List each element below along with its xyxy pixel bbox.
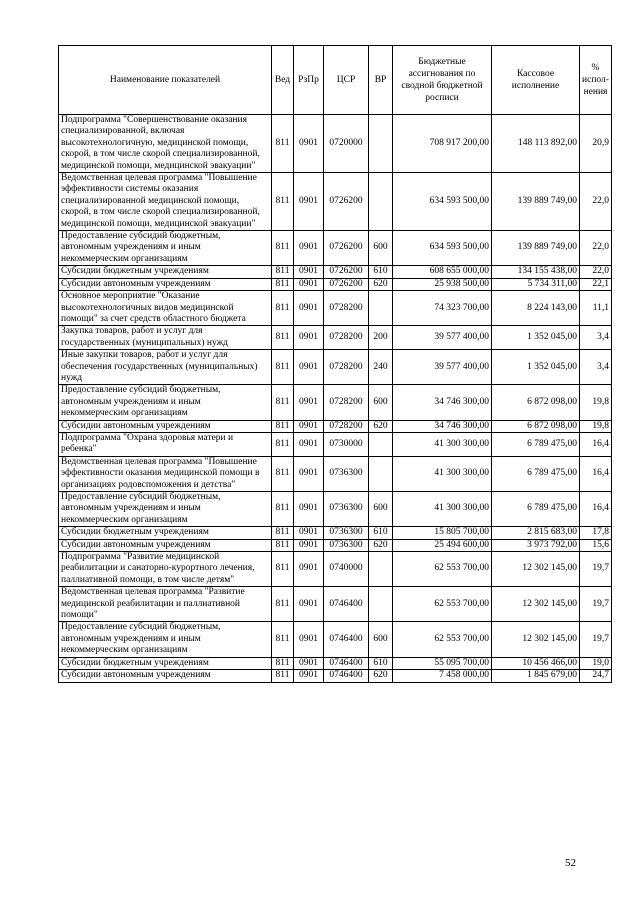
- header-budget: Бюджетные ассигнования по сводной бюджетной росписи: [393, 46, 492, 115]
- row-cash: 8 224 143,00: [492, 291, 580, 326]
- row-pct: 15,6: [580, 539, 612, 551]
- row-csr: 0746400: [324, 587, 369, 622]
- row-csr: 0728200: [324, 291, 369, 326]
- row-pct: 16,4: [580, 432, 612, 456]
- row-rzpr: 0901: [294, 115, 324, 173]
- row-budget: 41 300 300,00: [393, 456, 492, 491]
- row-cash: 1 352 045,00: [492, 326, 580, 350]
- row-csr: 0746400: [324, 657, 369, 669]
- row-cash: 148 113 892,00: [492, 115, 580, 173]
- table-row: [59, 115, 612, 173]
- row-rzpr: 0901: [294, 231, 324, 266]
- row-name: Субсидии автономным учреждениям: [59, 278, 272, 290]
- row-rzpr: 0901: [294, 420, 324, 432]
- row-name: Субсидии бюджетным учреждениям: [59, 527, 272, 539]
- row-cash: 6 789 475,00: [492, 432, 580, 456]
- table-row: [59, 587, 612, 622]
- row-pct: 17,8: [580, 527, 612, 539]
- table-row: [59, 657, 612, 669]
- row-vr: 600: [369, 231, 393, 266]
- row-csr: 0726200: [324, 231, 369, 266]
- table-row: [59, 552, 612, 587]
- row-pct: 22,0: [580, 173, 612, 231]
- table-row: [59, 622, 612, 657]
- row-rzpr: 0901: [294, 539, 324, 551]
- row-csr: 0736300: [324, 456, 369, 491]
- row-rzpr: 0901: [294, 266, 324, 278]
- row-cash: 12 302 145,00: [492, 552, 580, 587]
- row-rzpr: 0901: [294, 527, 324, 539]
- row-csr: 0730000: [324, 432, 369, 456]
- table-row: [59, 456, 612, 491]
- row-ved: 811: [272, 326, 294, 350]
- row-name: Предоставление субсидий бюджетным, автономным учреждениям и иным некоммерческим организациям: [59, 231, 272, 266]
- row-budget: 25 494 600,00: [393, 539, 492, 551]
- row-budget: 708 917 200,00: [393, 115, 492, 173]
- row-pct: 20,9: [580, 115, 612, 173]
- row-cash: 6 789 475,00: [492, 492, 580, 527]
- row-rzpr: 0901: [294, 173, 324, 231]
- row-name: Ведомственная целевая программа "Повышение эффективности оказания медицинской помощи в организациях родовспоможения и детства": [59, 456, 272, 491]
- row-ved: 811: [272, 670, 294, 682]
- row-budget: 7 458 000,00: [393, 670, 492, 682]
- row-budget: 634 593 500,00: [393, 231, 492, 266]
- row-name: Ведомственная целевая программа "Повышение эффективности системы оказания специализированной медицинской помощи, скорой, в том числе скорой специализированной, медицинской помощи, медицинской эвакуации": [59, 173, 272, 231]
- row-cash: 139 889 749,00: [492, 231, 580, 266]
- table-row: [59, 492, 612, 527]
- row-name: Предоставление субсидий бюджетным, автономным учреждениям и иным некоммерческим организациям: [59, 622, 272, 657]
- row-pct: 16,4: [580, 492, 612, 527]
- row-pct: 19,8: [580, 385, 612, 420]
- row-rzpr: 0901: [294, 657, 324, 669]
- row-cash: 6 789 475,00: [492, 456, 580, 491]
- row-ved: 811: [272, 173, 294, 231]
- table-row: [59, 420, 612, 432]
- row-name: Подпрограмма "Охрана здоровья матери и ребенка": [59, 432, 272, 456]
- row-ved: 811: [272, 291, 294, 326]
- row-cash: 2 815 683,00: [492, 527, 580, 539]
- row-budget: 62 553 700,00: [393, 587, 492, 622]
- row-pct: 16,4: [580, 456, 612, 491]
- row-csr: 0746400: [324, 622, 369, 657]
- table-row: [59, 385, 612, 420]
- row-pct: 19,7: [580, 587, 612, 622]
- row-csr: 0720000: [324, 115, 369, 173]
- row-pct: 3,4: [580, 326, 612, 350]
- row-pct: 3,4: [580, 350, 612, 385]
- row-vr: 620: [369, 670, 393, 682]
- row-cash: 10 456 466,00: [492, 657, 580, 669]
- row-cash: 3 973 792,00: [492, 539, 580, 551]
- table-body: [59, 115, 612, 683]
- row-budget: 634 593 500,00: [393, 173, 492, 231]
- table-row: [59, 173, 612, 231]
- row-budget: 15 805 700,00: [393, 527, 492, 539]
- row-ved: 811: [272, 657, 294, 669]
- row-csr: 0726200: [324, 173, 369, 231]
- table-row: [59, 432, 612, 456]
- row-cash: 12 302 145,00: [492, 587, 580, 622]
- row-name: Подпрограмма "Совершенствование оказания специализированной, включая высокотехнологичную, медицинской помощи, скорой, в том числе скорой специализированной, медицинской помощи, медицинской эвакуации": [59, 115, 272, 173]
- row-ved: 811: [272, 622, 294, 657]
- row-ved: 811: [272, 385, 294, 420]
- row-ved: 811: [272, 231, 294, 266]
- row-ved: 811: [272, 420, 294, 432]
- header-pct: % испол-нения: [580, 46, 612, 115]
- row-pct: 22,0: [580, 266, 612, 278]
- row-rzpr: 0901: [294, 492, 324, 527]
- row-vr: 600: [369, 492, 393, 527]
- row-budget: 55 095 700,00: [393, 657, 492, 669]
- row-rzpr: 0901: [294, 456, 324, 491]
- row-pct: 19,8: [580, 420, 612, 432]
- row-budget: 62 553 700,00: [393, 552, 492, 587]
- row-vr: 620: [369, 278, 393, 290]
- row-pct: 24,7: [580, 670, 612, 682]
- row-ved: 811: [272, 432, 294, 456]
- row-cash: 1 352 045,00: [492, 350, 580, 385]
- row-name: Ведомственная целевая программа "Развитие медицинской реабилитации и паллиативной помощи": [59, 587, 272, 622]
- table-row: [59, 670, 612, 682]
- row-cash: 1 845 679,00: [492, 670, 580, 682]
- table-row: [59, 291, 612, 326]
- row-csr: 0728200: [324, 326, 369, 350]
- row-vr: 600: [369, 622, 393, 657]
- row-pct: 22,0: [580, 231, 612, 266]
- row-csr: 0728200: [324, 385, 369, 420]
- row-name: Основное мероприятие "Оказание высокотехнологичных видов медицинской помощи" за счет средств областного бюджета: [59, 291, 272, 326]
- row-budget: 39 577 400,00: [393, 350, 492, 385]
- row-pct: 11,1: [580, 291, 612, 326]
- table-row: [59, 278, 612, 290]
- row-ved: 811: [272, 492, 294, 527]
- row-name: Субсидии бюджетным учреждениям: [59, 266, 272, 278]
- page-number: 52: [565, 857, 576, 869]
- row-pct: 19,7: [580, 622, 612, 657]
- row-csr: 0740000: [324, 552, 369, 587]
- row-pct: 22,1: [580, 278, 612, 290]
- table-row: [59, 231, 612, 266]
- row-rzpr: 0901: [294, 385, 324, 420]
- header-ved: Вед: [272, 46, 294, 115]
- row-budget: 62 553 700,00: [393, 622, 492, 657]
- header-csr: ЦСР: [324, 46, 369, 115]
- row-ved: 811: [272, 552, 294, 587]
- header-vr: ВР: [369, 46, 393, 115]
- row-ved: 811: [272, 456, 294, 491]
- row-ved: 811: [272, 539, 294, 551]
- row-vr: 610: [369, 266, 393, 278]
- row-csr: 0728200: [324, 420, 369, 432]
- row-csr: 0736300: [324, 492, 369, 527]
- row-ved: 811: [272, 266, 294, 278]
- table-header-row: [59, 46, 612, 115]
- table-row: [59, 266, 612, 278]
- row-budget: 34 746 300,00: [393, 385, 492, 420]
- row-vr: [369, 552, 393, 587]
- row-vr: [369, 173, 393, 231]
- row-name: Субсидии автономным учреждениям: [59, 420, 272, 432]
- row-cash: 5 734 311,00: [492, 278, 580, 290]
- row-name: Субсидии бюджетным учреждениям: [59, 657, 272, 669]
- row-cash: 6 872 098,00: [492, 420, 580, 432]
- row-vr: 610: [369, 657, 393, 669]
- row-ved: 811: [272, 587, 294, 622]
- row-name: Субсидии автономным учреждениям: [59, 670, 272, 682]
- row-budget: 41 300 300,00: [393, 492, 492, 527]
- row-rzpr: 0901: [294, 670, 324, 682]
- row-csr: 0736300: [324, 527, 369, 539]
- row-vr: 600: [369, 385, 393, 420]
- table-row: [59, 350, 612, 385]
- row-budget: 34 746 300,00: [393, 420, 492, 432]
- row-budget: 39 577 400,00: [393, 326, 492, 350]
- row-budget: 25 938 500,00: [393, 278, 492, 290]
- row-name: Предоставление субсидий бюджетным, автономным учреждениям и иным некоммерческим организациям: [59, 385, 272, 420]
- header-cash: Кассовое исполнение: [492, 46, 580, 115]
- row-budget: 41 300 300,00: [393, 432, 492, 456]
- row-rzpr: 0901: [294, 350, 324, 385]
- table-row: [59, 326, 612, 350]
- row-vr: [369, 432, 393, 456]
- row-budget: 608 655 000,00: [393, 266, 492, 278]
- row-name: Предоставление субсидий бюджетным, автономным учреждениям и иным некоммерческим организациям: [59, 492, 272, 527]
- row-rzpr: 0901: [294, 278, 324, 290]
- row-vr: 240: [369, 350, 393, 385]
- row-csr: 0726200: [324, 278, 369, 290]
- row-csr: 0746400: [324, 670, 369, 682]
- row-cash: 12 302 145,00: [492, 622, 580, 657]
- budget-execution-table: [58, 45, 612, 683]
- row-csr: 0736300: [324, 539, 369, 551]
- row-pct: 19,7: [580, 552, 612, 587]
- row-vr: 620: [369, 539, 393, 551]
- row-ved: 811: [272, 278, 294, 290]
- row-rzpr: 0901: [294, 326, 324, 350]
- row-cash: 139 889 749,00: [492, 173, 580, 231]
- row-pct: 19,0: [580, 657, 612, 669]
- row-rzpr: 0901: [294, 432, 324, 456]
- header-name: Наименование показателей: [59, 46, 272, 115]
- row-rzpr: 0901: [294, 552, 324, 587]
- row-ved: 811: [272, 527, 294, 539]
- row-name: Иные закупки товаров, работ и услуг для обеспечения государственных (муниципальных) нужд: [59, 350, 272, 385]
- row-vr: [369, 587, 393, 622]
- row-vr: [369, 115, 393, 173]
- row-vr: 610: [369, 527, 393, 539]
- row-name: Субсидии автономным учреждениям: [59, 539, 272, 551]
- row-rzpr: 0901: [294, 587, 324, 622]
- row-vr: 620: [369, 420, 393, 432]
- table-row: [59, 527, 612, 539]
- row-ved: 811: [272, 350, 294, 385]
- row-rzpr: 0901: [294, 291, 324, 326]
- row-csr: 0728200: [324, 350, 369, 385]
- row-cash: 134 155 438,00: [492, 266, 580, 278]
- table-row: [59, 539, 612, 551]
- row-ved: 811: [272, 115, 294, 173]
- row-vr: [369, 291, 393, 326]
- row-name: Закупка товаров, работ и услуг для государственных (муниципальных) нужд: [59, 326, 272, 350]
- row-budget: 74 323 700,00: [393, 291, 492, 326]
- row-cash: 6 872 098,00: [492, 385, 580, 420]
- header-rzpr: РзПр: [294, 46, 324, 115]
- row-rzpr: 0901: [294, 622, 324, 657]
- row-name: Подпрограмма "Развитие медицинской реабилитации и санаторно-курортного лечения, паллиативной помощи, в том числе детям": [59, 552, 272, 587]
- row-vr: 200: [369, 326, 393, 350]
- row-vr: [369, 456, 393, 491]
- row-csr: 0726200: [324, 266, 369, 278]
